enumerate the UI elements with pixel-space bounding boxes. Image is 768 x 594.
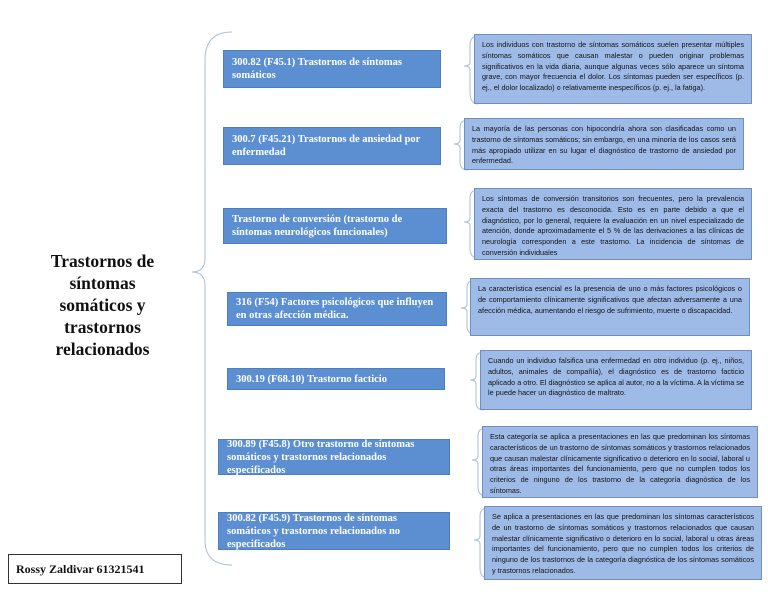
category-box: 300.82 (F45.9) Trastornos de síntomas somáticos y trastornos relacionados no especificados <box>218 512 450 550</box>
category-box: Trastorno de conversión (trastorno de síntomas neurológicos funcionales) <box>223 208 447 244</box>
description-box: Los individuos con trastorno de síntomas somáticos suelen presentar múltiples síntomas somáticos que causan malestar o pueden originar problemas significativos en la vida diaria, aunque algunas veces sólo aparece un síntoma grave, con mayor frecuencia el dolor. Los síntomas pueden ser específicos (p. ej., el dolor localizado) o relativamente inespecíficos (p. ej., la fatiga). <box>474 34 752 104</box>
author-label: Rossy Zaldivar 61321541 <box>8 554 182 584</box>
description-box: Cuando un individuo falsifica una enfermedad en otro individuo (p. ej., niños, adultos, animales de compañía), el diagnóstico es de trastorno facticio aplicado a otro. El diagnóstico se aplica al autor, no a la víctima. A la víctima se le puede hacer un diagnóstico de maltrato. <box>480 350 752 410</box>
description-box: Se aplica a presentaciones en las que predominan los síntomas característicos de un trastorno de síntomas somáticos y trastornos relacionados que causan malestar clínicamente significativo o deterioro en lo social, laboral u otras áreas importantes del funcionamiento, pero que no cumplen todos los criterios de ninguno de los trastornos de la categoría diagnóstica de los síntomas somáticos y trastornos relacionados. <box>484 506 762 580</box>
main-title: Trastornos de síntomas somáticos y trastornos relacionados <box>50 251 155 359</box>
description-box: La característica esencial es la presencia de uno o más factores psicológicos o de comportamiento clínicamente significativos que afectan adversamente a una afección médica, aumentando el riesgo de sufrimiento, muerte o discapacidad. <box>470 278 750 336</box>
category-box: 316 (F54) Factores psicológicos que influyen en otras afección médica. <box>227 292 447 326</box>
description-box: La mayoría de las personas con hipocondría ahora son clasificadas como un trastorno de síntomas somáticos; sin embargo, en una minoría de los casos será más apropiado utilizar en su lugar el diagnóstico de trastorno de ansiedad por enfermedad. <box>464 118 744 170</box>
main-bracket <box>192 32 232 565</box>
category-box: 300.89 (F45.8) Otro trastorno de síntomas somáticos y trastornos relacionados especificados <box>218 439 450 475</box>
description-box: Los síntomas de conversión transitorios son frecuentes, pero la prevalencia exacta del trastorno es desconocida. Esto es en parte debido a que el diagnóstico, por lo general, requiere la evaluación en un nivel especializado de atención, donde aproximadamente el 5 % de las derivaciones a las clínicas de neurología corresponden a este trastorno. La incidencia de síntomas de conversión individuales <box>474 188 752 260</box>
category-box: 300.19 (F68.10) Trastorno facticio <box>227 368 445 390</box>
category-box: 300.82 (F45.1) Trastornos de síntomas somáticos <box>223 50 441 88</box>
category-box: 300.7 (F45.21) Trastornos de ansiedad por enfermedad <box>223 127 441 165</box>
description-box: Esta categoría se aplica a presentaciones en las que predominan los síntomas característicos de un trastorno de síntomas somáticos y trastornos relacionados que causan malestar clínicamente significativo o deterioro en lo social, laboral u otras áreas importantes del funcionamiento, pero que no cumplen todos los criterios de ninguno de los trastorno de la categoría diagnóstica de los síntomas. <box>482 426 758 498</box>
